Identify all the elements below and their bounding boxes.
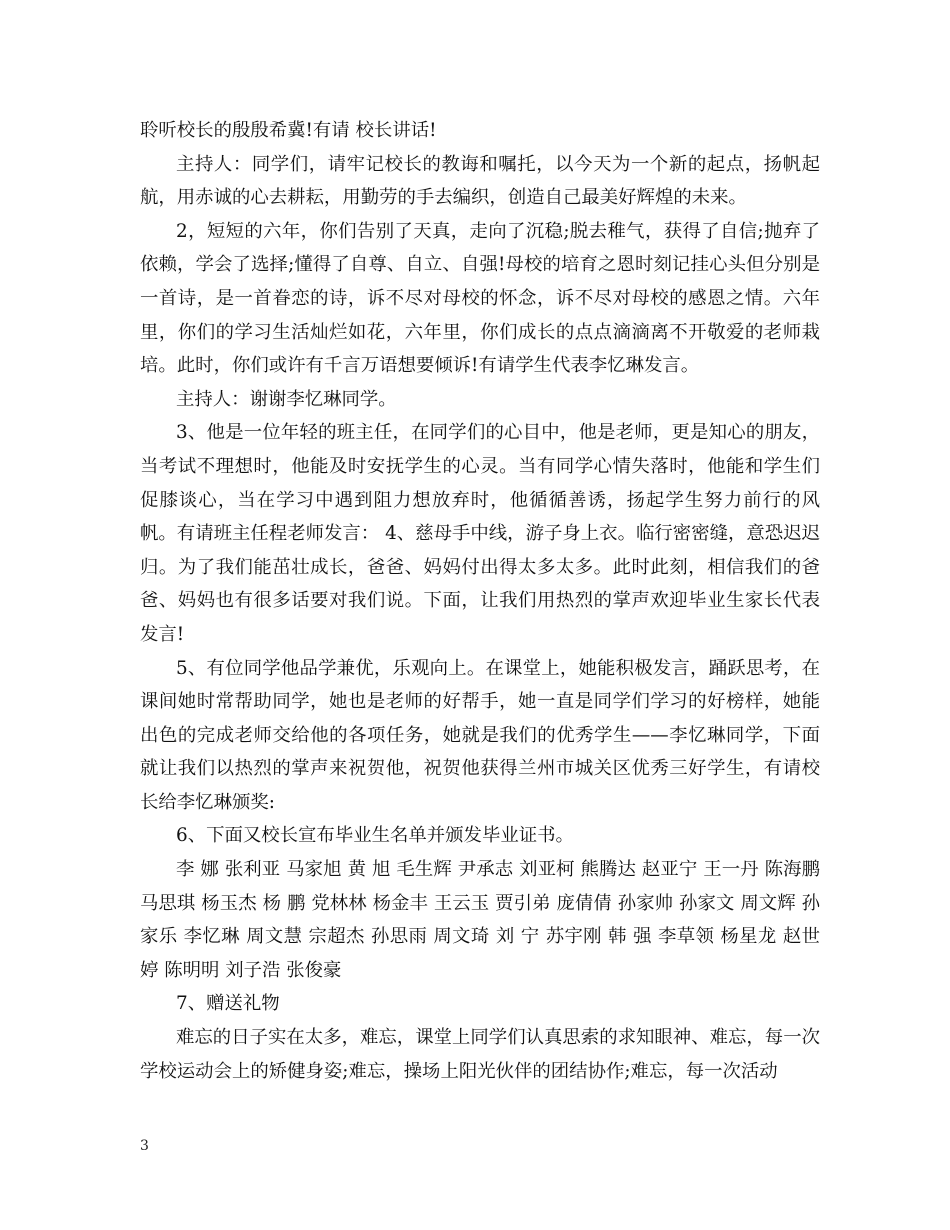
- paragraph-5: 3、他是一位年轻的班主任，在同学们的心目中，他是老师，更是知心的朋友，当考试不理想时，他能及时安抚学生的心灵。当有同学心情失落时，他能和学生们促膝谈心，当在学习中遇到阻力想放弃时，他循循善诱，扬起学生努力前行的风帆。有请班主任程老师发言： 4、慈母手中线，游子身上衣。临行密密缝，意恐迟迟归。为了我们能茁壮成长，爸爸、妈妈付出得太多太多。此时此刻，相信我们的爸爸、妈妈也有很多话要对我们说。下面，让我们用热烈的掌声欢迎毕业生家长代表发言!: [140, 422, 820, 645]
- paragraph-2: 主持人：同学们，请牢记校长的教诲和嘱托，以今天为一个新的起点，扬帆起航，用赤诚的心去耕耘，用勤劳的手去编织，创造自己最美好辉煌的未来。: [140, 153, 820, 209]
- paragraph-3: 2，短短的六年，你们告别了天真，走向了沉稳;脱去稚气，获得了自信;抛弃了依赖，学会了选择;懂得了自尊、自立、自强!母校的培育之恩时刻记挂心头但分别是一首诗，是一首眷恋的诗，诉不尽对母校的怀念，诉不尽对母校的感恩之情。六年里，你们的学习生活灿烂如花，六年里，你们成长的点点滴滴离不开敬爱的老师栽培。此时，你们或许有千言万语想要倾诉!有请学生代表李忆琳发言。: [140, 220, 820, 377]
- paragraph-1: 聆听校长的殷殷希冀!有请 校长讲话!: [140, 120, 437, 141]
- graduate-name-list: 李 娜 张利亚 马家旭 黄 旭 毛生辉 尹承志 刘亚柯 熊腾达 赵亚宁 王一丹 陈海鹏 马思琪 杨玉杰 杨 鹏 党林林 杨金丰 王云玉 贾引弟 庞倩倩 孙家帅 孙家文 周文辉 孙家乐 李忆琳 周文慧 宗超杰 孙思雨 周文琦 刘 宁 苏宇刚 韩 强 李草领 杨星龙 赵世婷 陈明明 刘子浩 张俊豪: [140, 859, 820, 981]
- paragraph-4: 主持人：谢谢李忆琳同学。: [176, 388, 397, 410]
- paragraph-7: 6、下面又校长宣布毕业生名单并颁发毕业证书。: [176, 825, 574, 847]
- paragraph-9: 7、赠送礼物: [176, 993, 280, 1015]
- page-number: 3: [140, 1138, 149, 1154]
- paragraph-6: 5、有位同学他品学兼优，乐观向上。在课堂上，她能积极发言，踊跃思考，在课间她时常帮助同学，她也是老师的好帮手，她一直是同学们学习的好榜样，她能出色的完成老师交给他的各项任务，她就是我们的优秀学生——李忆琳同学，下面就让我们以热烈的掌声来祝贺他，祝贺他获得兰州市城关区优秀三好学生，有请校长给李忆琳颁奖:: [140, 657, 820, 813]
- document-body: [140, 114, 820, 1088]
- paragraph-10: 难忘的日子实在太多，难忘，课堂上同学们认真思索的求知眼神、难忘，每一次学校运动会上的矫健身姿;难忘，操场上阳光伙伴的团结协作;难忘，每一次活动: [140, 1027, 820, 1082]
